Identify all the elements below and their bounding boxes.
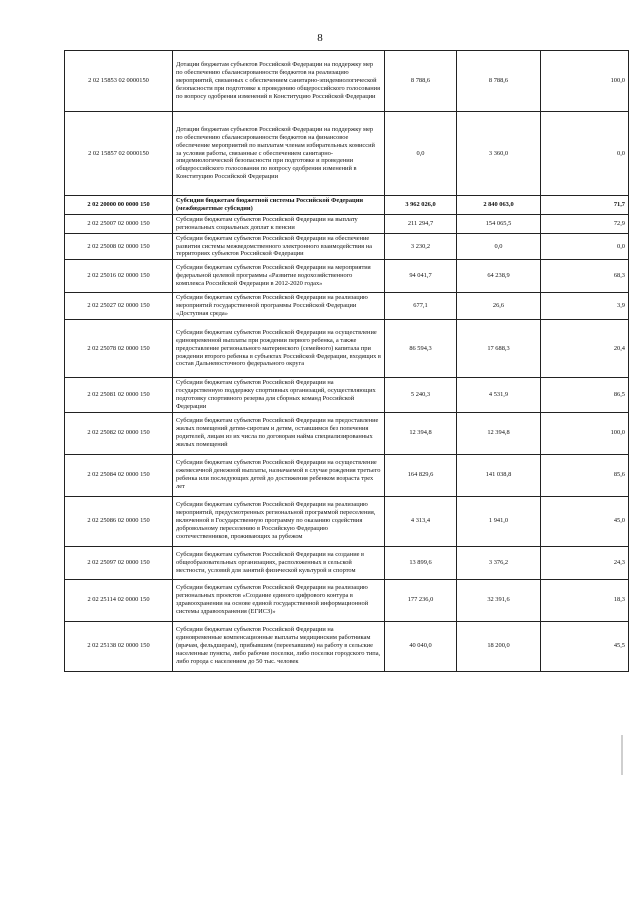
budget-code: 2 02 25027 02 0000 150	[65, 293, 173, 320]
execution-percent: 3,9	[541, 293, 629, 320]
execution-percent: 71,7	[541, 196, 629, 215]
budget-code: 2 02 25008 02 0000 150	[65, 233, 173, 260]
income-description: Субсидии бюджетам субъектов Российской Федерации на реализацию мероприятий государственной программы Российской Федерации «Доступная среда»	[173, 293, 385, 320]
actual-amount: 141 038,8	[457, 454, 541, 496]
budget-code: 2 02 25082 02 0000 150	[65, 412, 173, 454]
income-description: Субсидии бюджетам субъектов Российской Федерации на реализацию региональных проектов «Создание единого цифрового контура в здравоохранении на основе единой государственной информационной системы здравоохранения (ЕГИСЗ)»	[173, 579, 385, 621]
planned-amount: 3 962 026,0	[385, 196, 457, 215]
table-row	[65, 621, 629, 671]
scan-artifact	[621, 735, 623, 775]
table-row	[65, 320, 629, 378]
income-description: Субсидии бюджетам субъектов Российской Федерации на осуществление единовременной выплаты при рождении первого ребенка, а также предоставление регионального материнского (семейного) капитала при рождении второго ребенка в субъектах Российской Федерации, входящих в состав Дальневосточного федерального округа	[173, 320, 385, 378]
table-row	[65, 412, 629, 454]
table-row	[65, 233, 629, 260]
actual-amount: 3 360,0	[457, 112, 541, 196]
budget-code: 2 02 15853 02 0000150	[65, 51, 173, 112]
budget-code: 2 02 15857 02 0000150	[65, 112, 173, 196]
table-row	[65, 51, 629, 112]
actual-amount: 1 941,0	[457, 496, 541, 546]
planned-amount: 211 294,7	[385, 214, 457, 233]
actual-amount: 154 065,5	[457, 214, 541, 233]
planned-amount: 13 899,6	[385, 546, 457, 579]
actual-amount: 0,0	[457, 233, 541, 260]
planned-amount: 8 788,6	[385, 51, 457, 112]
actual-amount: 64 238,9	[457, 260, 541, 293]
page-number: 8	[317, 32, 323, 44]
budget-code: 2 02 25138 02 0000 150	[65, 621, 173, 671]
planned-amount: 677,1	[385, 293, 457, 320]
actual-amount: 26,6	[457, 293, 541, 320]
execution-percent: 45,0	[541, 496, 629, 546]
planned-amount: 177 236,0	[385, 579, 457, 621]
table-row	[65, 293, 629, 320]
table-row	[65, 546, 629, 579]
income-description: Субсидии бюджетам субъектов Российской Федерации на единовременные компенсационные выплаты медицинским работникам (врачам, фельдшерам), прибывшим (переехавшим) на работу в сельские населенные пункты, либо рабочие поселки, либо поселки городского типа, либо города с населением до 50 тыс. человек	[173, 621, 385, 671]
execution-percent: 85,6	[541, 454, 629, 496]
actual-amount: 12 394,8	[457, 412, 541, 454]
actual-amount: 17 688,3	[457, 320, 541, 378]
income-description: Субсидии бюджетам субъектов Российской Федерации на создание в общеобразовательных организациях, расположенных в сельской местности, условий для занятий физической культурой и спортом	[173, 546, 385, 579]
execution-percent: 20,4	[541, 320, 629, 378]
actual-amount: 3 376,2	[457, 546, 541, 579]
actual-amount: 32 391,6	[457, 579, 541, 621]
planned-amount: 3 230,2	[385, 233, 457, 260]
budget-code: 2 02 25086 02 0000 150	[65, 496, 173, 546]
planned-amount: 5 240,3	[385, 378, 457, 413]
planned-amount: 164 829,6	[385, 454, 457, 496]
execution-percent: 45,5	[541, 621, 629, 671]
execution-percent: 100,0	[541, 51, 629, 112]
execution-percent: 86,5	[541, 378, 629, 413]
actual-amount: 4 531,9	[457, 378, 541, 413]
income-description: Субсидии бюджетам субъектов Российской Федерации на выплату региональных социальных доплат к пенсии	[173, 214, 385, 233]
table-row	[65, 260, 629, 293]
budget-code: 2 02 25007 02 0000 150	[65, 214, 173, 233]
execution-percent: 0,0	[541, 233, 629, 260]
planned-amount: 0,0	[385, 112, 457, 196]
table-row	[65, 196, 629, 215]
execution-percent: 100,0	[541, 412, 629, 454]
budget-code: 2 02 25114 02 0000 150	[65, 579, 173, 621]
planned-amount: 40 040,0	[385, 621, 457, 671]
actual-amount: 2 840 063,0	[457, 196, 541, 215]
planned-amount: 86 594,3	[385, 320, 457, 378]
planned-amount: 94 041,7	[385, 260, 457, 293]
income-description: Дотации бюджетам субъектов Российской Федерации на поддержку мер по обеспечению сбалансированности бюджетов на финансовое обеспечение мероприятий по выплатам членам избирательных комиссий за условия работы, связанные с обеспечением санитарно-эпидемиологической безопасности при подготовке и проведении общероссийского голосования по вопросу одобрения изменений в Конституцию Российской Федерации	[173, 112, 385, 196]
budget-code: 2 02 25016 02 0000 150	[65, 260, 173, 293]
execution-percent: 18,3	[541, 579, 629, 621]
income-description: Субсидии бюджетам бюджетной системы Российской Федерации (межбюджетные субсидии)	[173, 196, 385, 215]
table-row	[65, 378, 629, 413]
table-row	[65, 112, 629, 196]
budget-table	[64, 50, 629, 672]
table-row	[65, 454, 629, 496]
budget-code: 2 02 25078 02 0000 150	[65, 320, 173, 378]
execution-percent: 0,0	[541, 112, 629, 196]
planned-amount: 4 313,4	[385, 496, 457, 546]
income-description: Дотации бюджетам субъектов Российской Федерации на поддержку мер по обеспечению сбалансированности бюджетов на реализацию мероприятий, связанных с обеспечением санитарно-эпидемиологической безопасности при подготовке к проведению общероссийского голосования по вопросу одобрения изменений в Конституцию Российской Федерации	[173, 51, 385, 112]
income-description: Субсидии бюджетам субъектов Российской Федерации на обеспечение развития системы межведомственного электронного взаимодействия на территориях субъектов Российской Федерации	[173, 233, 385, 260]
budget-code: 2 02 25084 02 0000 150	[65, 454, 173, 496]
income-description: Субсидии бюджетам субъектов Российской Федерации на реализацию мероприятий, предусмотренных региональной программой переселения, включенной в Государственную программу по оказанию содействия добровольному переселению в Российскую Федерацию соотечественников, проживающих за рубежом	[173, 496, 385, 546]
income-description: Субсидии бюджетам субъектов Российской Федерации на осуществление ежемесячной денежной выплаты, назначаемой в случае рождения третьего ребенка или последующих детей до достижения ребенком возраста трех лет	[173, 454, 385, 496]
table-row	[65, 579, 629, 621]
budget-code: 2 02 25081 02 0000 150	[65, 378, 173, 413]
planned-amount: 12 394,8	[385, 412, 457, 454]
budget-code: 2 02 25097 02 0000 150	[65, 546, 173, 579]
income-description: Субсидии бюджетам субъектов Российской Федерации на предоставление жилых помещений детям-сиротам и детям, оставшимся без попечения родителей, лицам из их числа по договорам найма специализированных жилых помещений	[173, 412, 385, 454]
income-description: Субсидии бюджетам субъектов Российской Федерации на мероприятия федеральной целевой программы «Развитие водохозяйственного комплекса Российской Федерации в 2012-2020 годах»	[173, 260, 385, 293]
table-row	[65, 214, 629, 233]
budget-code: 2 02 20000 00 0000 150	[65, 196, 173, 215]
income-description: Субсидии бюджетам субъектов Российской Федерации на государственную поддержку спортивных организаций, осуществляющих подготовку спортивного резерва для сборных команд Российской Федерации	[173, 378, 385, 413]
table-row	[65, 496, 629, 546]
execution-percent: 24,3	[541, 546, 629, 579]
actual-amount: 18 200,0	[457, 621, 541, 671]
execution-percent: 72,9	[541, 214, 629, 233]
execution-percent: 68,3	[541, 260, 629, 293]
actual-amount: 8 788,6	[457, 51, 541, 112]
